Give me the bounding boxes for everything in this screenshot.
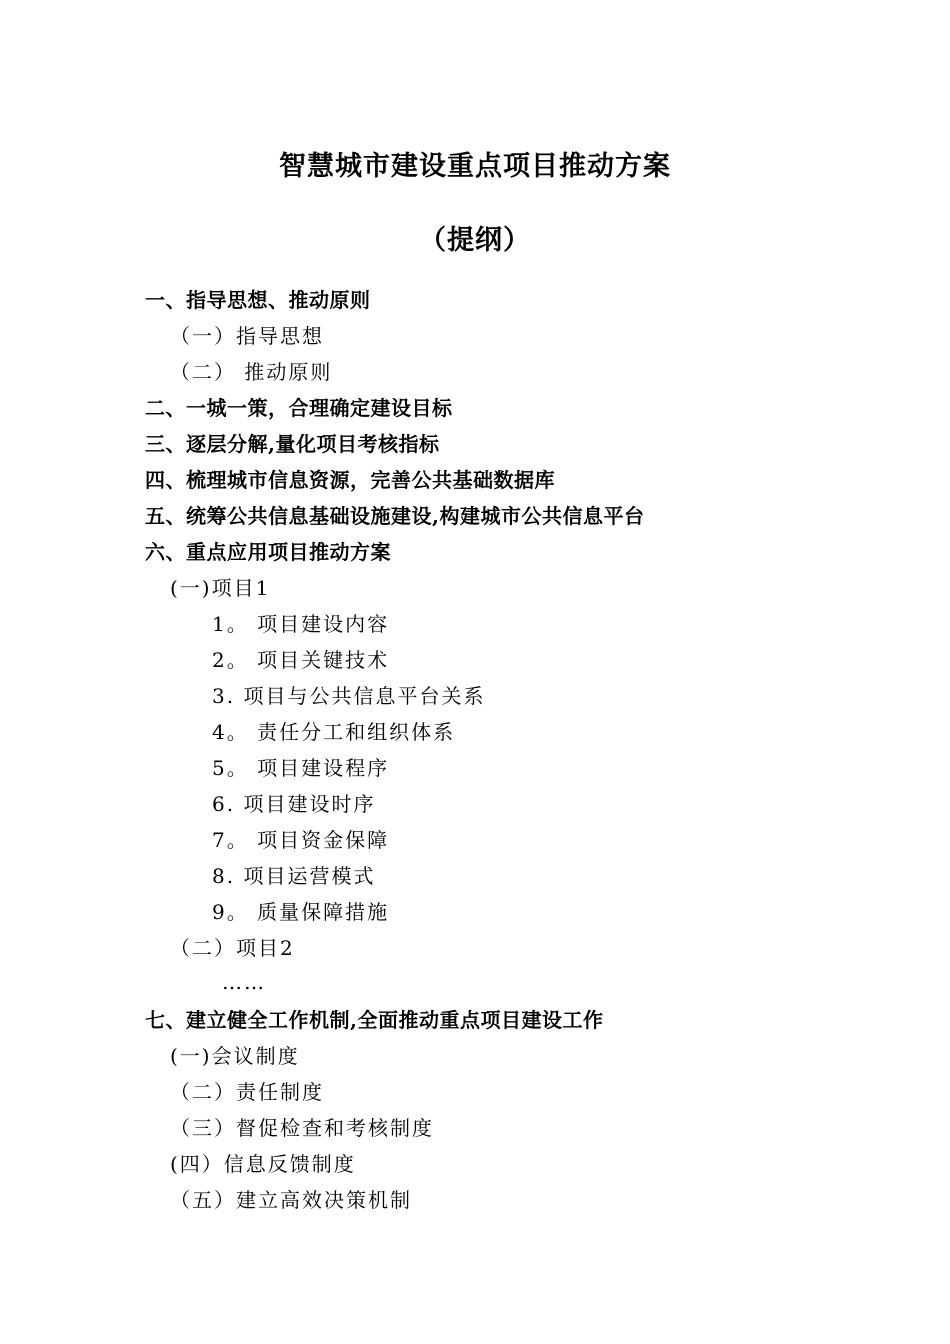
project-1-item: 9。 质量保障措施 xyxy=(212,900,390,924)
section-7-heading: 七、建立健全工作机制,全面推动重点项目建设工作 xyxy=(145,1008,604,1032)
section-7-item: （二）责任制度 xyxy=(170,1080,324,1104)
project-1-item: 7。 项目资金保障 xyxy=(212,828,390,852)
project-2-ellipsis: …… xyxy=(222,970,266,994)
section-6-heading: 六、重点应用项目推动方案 xyxy=(145,540,391,564)
project-1-item: 6. 项目建设时序 xyxy=(212,792,376,816)
section-7-item: (四）信息反馈制度 xyxy=(170,1152,356,1176)
project-1-item: 5。 项目建设程序 xyxy=(212,756,390,780)
section-7-item: （五）建立高效决策机制 xyxy=(170,1188,412,1212)
project-1-item: 8. 项目运营模式 xyxy=(212,864,376,888)
section-7-item: (一)会议制度 xyxy=(170,1044,300,1068)
section-6-project-2: （二）项目2 xyxy=(170,936,295,960)
project-1-item: 4。 责任分工和组织体系 xyxy=(212,720,456,744)
project-1-item: 3. 项目与公共信息平台关系 xyxy=(212,684,486,708)
section-5-heading: 五、统筹公共信息基础设施建设,构建城市公共信息平台 xyxy=(145,504,645,528)
section-4-heading: 四、梳理城市信息资源，完善公共基础数据库 xyxy=(145,468,555,492)
section-3-heading: 三、逐层分解,量化项目考核指标 xyxy=(145,432,440,456)
section-1-item-1: （一）指导思想 xyxy=(170,324,324,348)
section-1-item-2: （二） 推动原则 xyxy=(170,360,333,384)
project-1-item: 1。 项目建设内容 xyxy=(212,612,390,636)
section-6-project-1: (一)项目1 xyxy=(170,576,271,600)
section-1-heading: 一、指导思想、推动原则 xyxy=(145,288,371,312)
section-2-heading: 二、一城一策，合理确定建设目标 xyxy=(145,396,453,420)
document-subtitle: （提纲） xyxy=(419,225,531,256)
document-title: 智慧城市建设重点项目推动方案 xyxy=(279,151,671,182)
project-1-item: 2。 项目关键技术 xyxy=(212,648,390,672)
section-7-item: （三）督促检查和考核制度 xyxy=(170,1116,434,1140)
